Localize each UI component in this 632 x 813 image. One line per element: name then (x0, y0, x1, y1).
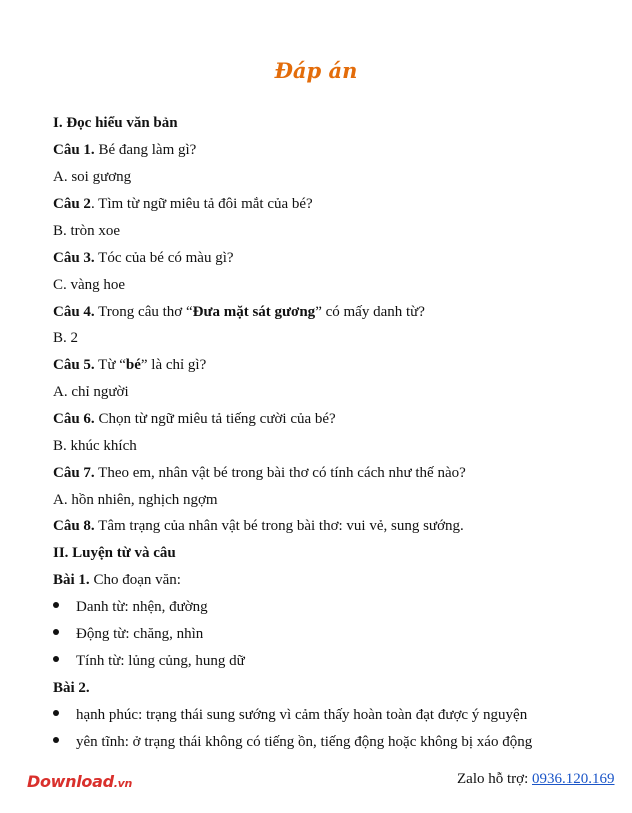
section-heading-vocab: II. Luyện từ và câu (53, 545, 176, 561)
bullet-icon (53, 710, 59, 716)
question-2: Câu 2. Tìm từ ngữ miêu tả đôi mắt của bé? (53, 196, 313, 212)
answer-2: B. tròn xoe (53, 223, 121, 239)
bullet-icon (53, 656, 59, 662)
list-item: Danh từ: nhện, đường (76, 599, 208, 615)
question-8: Câu 8. Tâm trạng của nhân vật bé trong bài thơ: vui vẻ, sung sướng. (53, 518, 464, 534)
zalo-support: Zalo hỗ trợ: 0936.120.169 (457, 771, 615, 787)
question-7: Câu 7. Theo em, nhân vật bé trong bài thơ có tính cách như thế nào? (53, 465, 466, 481)
answer-7: A. hồn nhiên, nghịch ngợm (53, 492, 218, 508)
answer-3: C. vàng hoe (53, 277, 126, 293)
bullet-icon (53, 602, 59, 608)
question-4: Câu 4. Trong câu thơ “Đưa mặt sát gương” có mấy danh từ? (53, 304, 425, 320)
question-3: Câu 3. Tóc của bé có màu gì? (53, 250, 234, 266)
answer-1: A. soi gương (53, 169, 132, 185)
question-6: Câu 6. Chọn từ ngữ miêu tả tiếng cười của bé? (53, 411, 336, 427)
bullet-icon (53, 629, 59, 635)
list-item: Tính từ: lủng củng, hung dữ (76, 653, 245, 669)
exercise-2-heading: Bài 2. (53, 680, 90, 696)
list-item: yên tĩnh: ở trạng thái không có tiếng ồn, tiếng động hoặc không bị xáo động (76, 734, 533, 750)
answer-5: A. chỉ người (53, 384, 129, 400)
zalo-phone-link[interactable]: 0936.120.169 (532, 771, 615, 787)
page-title: Đáp án (274, 58, 358, 83)
exercise-1-heading: Bài 1. Cho đoạn văn: (53, 572, 181, 588)
download-logo[interactable]: Download.vn (27, 772, 133, 791)
list-item: Động từ: chăng, nhìn (76, 626, 204, 642)
answer-6: B. khúc khích (53, 438, 137, 454)
question-5: Câu 5. Từ “bé” là chỉ gì? (53, 357, 207, 373)
answer-4: B. 2 (53, 330, 79, 346)
list-item: hạnh phúc: trạng thái sung sướng vì cảm thấy hoàn toàn đạt được ý nguyện (76, 707, 528, 723)
question-1: Câu 1. Bé đang làm gì? (53, 142, 197, 158)
bullet-icon (53, 737, 59, 743)
section-heading-reading: I. Đọc hiểu văn bản (53, 115, 178, 131)
